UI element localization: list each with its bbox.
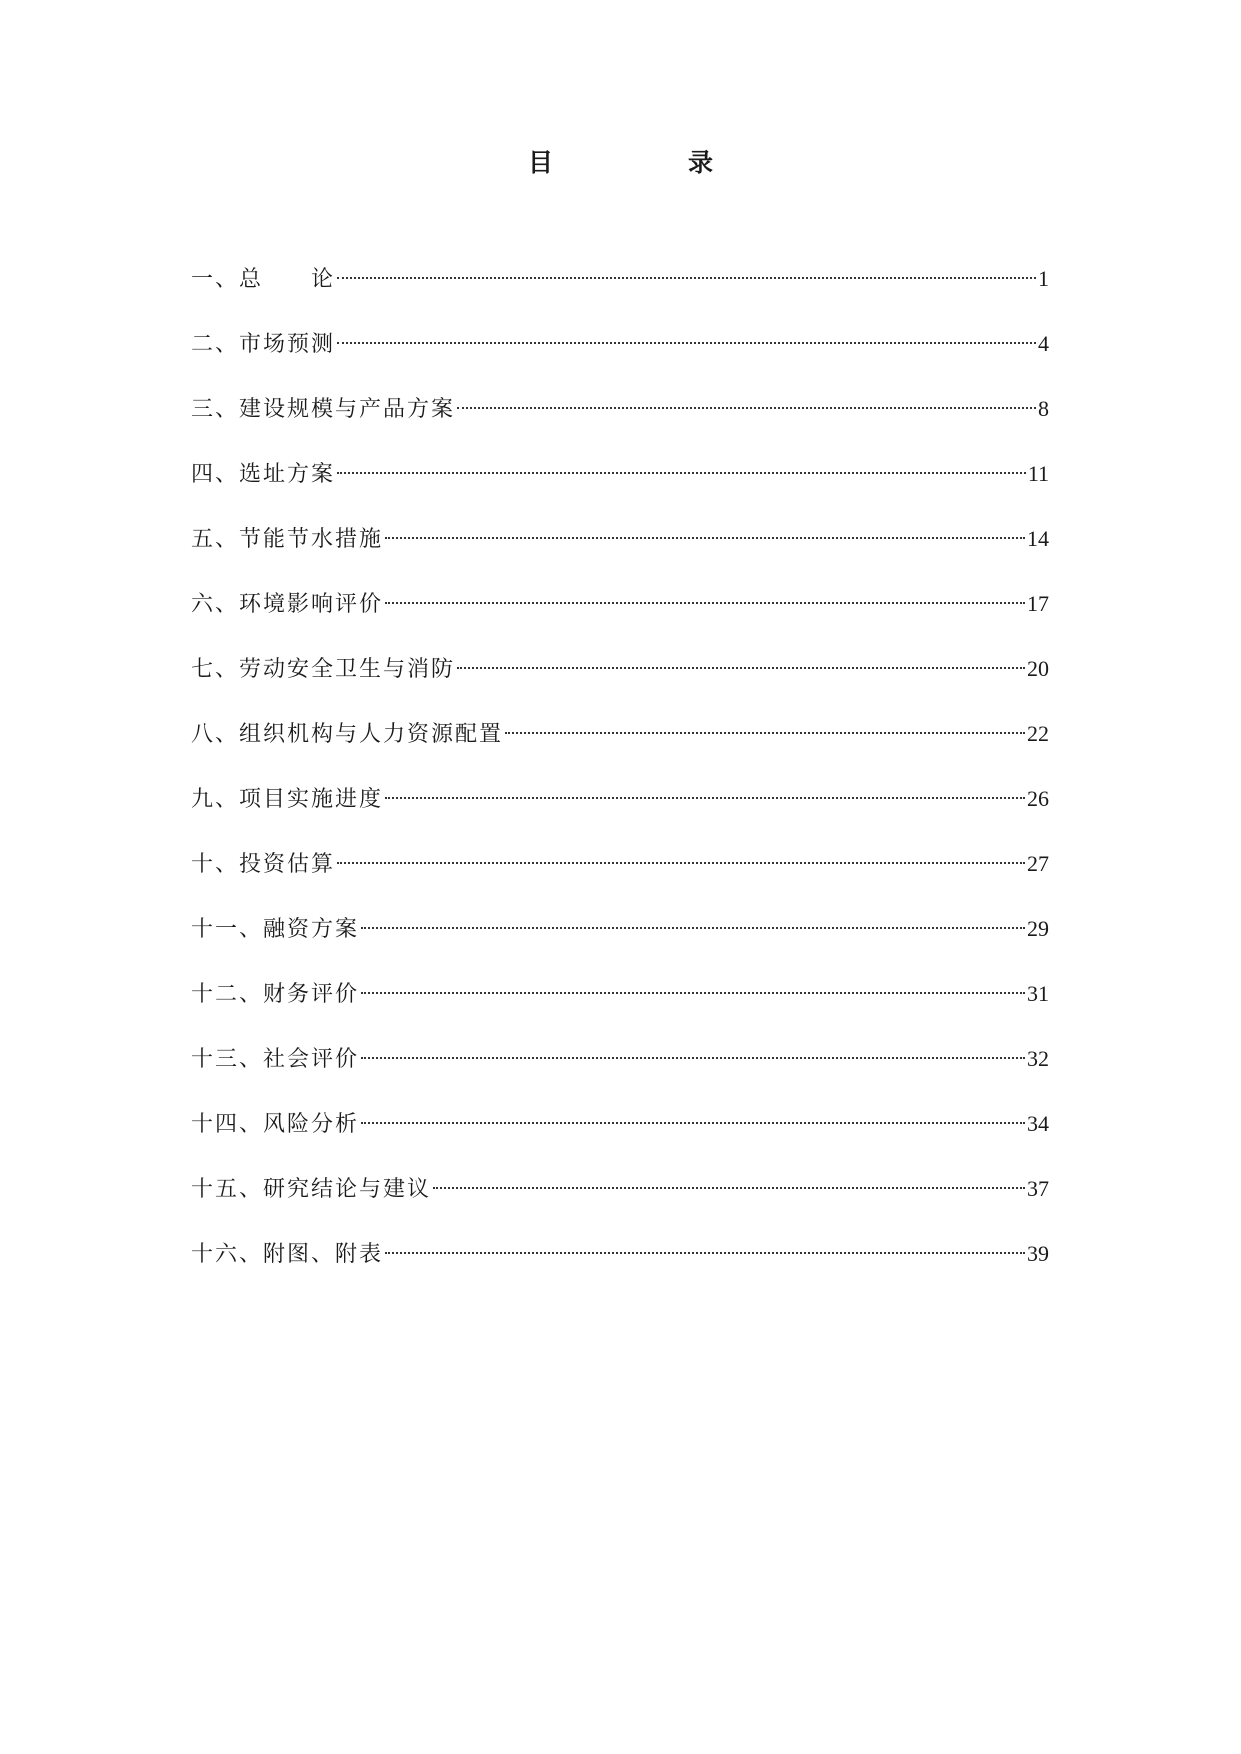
toc-entry-page: 32 (1027, 1046, 1049, 1071)
toc-entry-label: 四、选址方案 (191, 462, 336, 487)
toc-entry[interactable] (191, 1109, 1049, 1174)
toc-entry-page: 11 (1027, 461, 1049, 486)
toc-entry-label: 十四、风险分析 (191, 1112, 360, 1137)
toc-entry[interactable] (191, 589, 1049, 654)
toc-entry[interactable] (191, 524, 1049, 589)
toc-dot-leader (385, 602, 1025, 604)
toc-entry-label: 三、建设规模与产品方案 (191, 397, 456, 422)
toc-entry[interactable] (191, 1174, 1049, 1239)
toc-entry-label: 五、节能节水措施 (191, 527, 384, 552)
toc-entry-page: 39 (1027, 1241, 1049, 1266)
toc-entry-page: 8 (1038, 396, 1049, 421)
toc-entry[interactable] (191, 1044, 1049, 1109)
toc-entry-label: 八、组织机构与人力资源配置 (191, 722, 504, 747)
toc-dot-leader (505, 732, 1025, 734)
toc-entry[interactable] (191, 719, 1049, 784)
toc-entry-page: 17 (1027, 591, 1049, 616)
toc-dot-leader (361, 992, 1025, 994)
toc-entry-label: 一、总 论 (191, 267, 336, 292)
toc-entry-page: 31 (1027, 981, 1049, 1006)
toc-dot-leader (433, 1187, 1025, 1189)
toc-entry-label: 十三、社会评价 (191, 1047, 360, 1072)
toc-entry-label: 十一、融资方案 (191, 917, 360, 942)
toc-entry-page: 27 (1027, 851, 1049, 876)
toc-dot-leader (337, 862, 1025, 864)
toc-entry-page: 4 (1038, 331, 1049, 356)
toc-entry-page: 20 (1027, 656, 1049, 681)
toc-entry[interactable] (191, 459, 1049, 524)
toc-entry-label: 二、市场预测 (191, 332, 336, 357)
toc-entry-label: 七、劳动安全卫生与消防 (191, 657, 456, 682)
toc-entry-page: 26 (1027, 786, 1049, 811)
toc-dot-leader (385, 537, 1025, 539)
toc-entry[interactable] (191, 914, 1049, 979)
table-of-contents (191, 264, 1049, 1304)
toc-entry[interactable] (191, 979, 1049, 1044)
toc-entry[interactable] (191, 394, 1049, 459)
toc-entry-label: 十、投资估算 (191, 852, 336, 877)
toc-entry-page: 22 (1027, 721, 1049, 746)
toc-entry[interactable] (191, 654, 1049, 719)
toc-entry[interactable] (191, 329, 1049, 394)
toc-entry[interactable] (191, 784, 1049, 849)
toc-entry-page: 37 (1027, 1176, 1049, 1201)
toc-entry[interactable] (191, 1239, 1049, 1304)
toc-entry-label: 九、项目实施进度 (191, 787, 384, 812)
toc-entry[interactable] (191, 264, 1049, 329)
page-title: 目 录 (527, 148, 768, 177)
toc-dot-leader (361, 1122, 1025, 1124)
toc-entry-page: 29 (1027, 916, 1049, 941)
toc-entry-page: 34 (1027, 1111, 1049, 1136)
toc-dot-leader (337, 472, 1026, 474)
toc-dot-leader (457, 407, 1036, 409)
toc-dot-leader (337, 277, 1036, 279)
toc-entry[interactable] (191, 849, 1049, 914)
toc-dot-leader (337, 342, 1036, 344)
toc-entry-label: 十五、研究结论与建议 (191, 1177, 432, 1202)
toc-entry-label: 十六、附图、附表 (191, 1242, 384, 1267)
toc-dot-leader (361, 1057, 1025, 1059)
toc-entry-label: 六、环境影响评价 (191, 592, 384, 617)
toc-dot-leader (457, 667, 1025, 669)
toc-entry-label: 十二、财务评价 (191, 982, 360, 1007)
toc-entry-page: 1 (1038, 266, 1049, 291)
toc-entry-page: 14 (1027, 526, 1049, 551)
toc-dot-leader (361, 927, 1025, 929)
toc-dot-leader (385, 1252, 1025, 1254)
toc-dot-leader (385, 797, 1025, 799)
